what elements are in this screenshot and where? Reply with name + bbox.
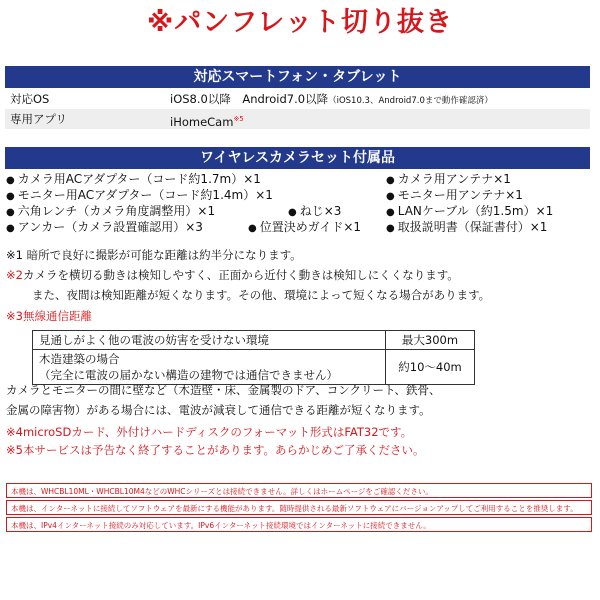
app-value	[170, 109, 244, 132]
notice-box: 本機は、WHCBL10ML・WHCBL10M4などのWHCシリーズとは接続できません。詳しくはホームページをご確認ください。	[6, 483, 592, 498]
os-versions: iOS8.0以降 Android7.0以降	[170, 92, 329, 106]
footnote-2-mark: ※2	[6, 268, 23, 282]
condition-line: （完全に電波の届かない構造の建物では通信できません）	[39, 368, 338, 382]
accessory-item: ● ねじ×3	[288, 202, 341, 222]
os-note: （iOS10.3、Android7.0まで動作確認済）	[328, 96, 493, 106]
footnote-1: ※1 暗所で良好に撮影が可能な距離は約半分になります。	[6, 248, 302, 262]
footnote-3: ※3無線通信距離	[6, 309, 92, 323]
table-cell-condition	[33, 350, 386, 385]
table-row	[33, 350, 475, 385]
app-row	[5, 109, 590, 129]
table-cell-value: 最大300m	[386, 331, 475, 350]
table-row	[33, 331, 475, 350]
page-title: ※パンフレット切り抜き	[147, 7, 453, 38]
accessory-item: ● カメラ用アンテナ×1	[386, 170, 511, 190]
table-cell-value: 約10〜40m	[386, 350, 475, 385]
distance-table	[32, 330, 475, 385]
condition-line: 木造建築の場合	[39, 352, 120, 366]
accessory-item: ● アンカー（カメラ設置確認用）×3	[6, 218, 203, 238]
os-label: 対応OS	[10, 92, 50, 106]
accessory-item: ● モニター用ACアダプター（コード約1.4m）×1	[6, 186, 273, 206]
accessory-item: ● モニター用アンテナ×1	[386, 186, 523, 206]
app-name: iHomeCam	[170, 114, 234, 129]
accessory-item: ● 取扱説明書（保証書付）×1	[386, 218, 547, 238]
notice-box: 本機は、インターネットに接続してソフトウェアを最新にする機能があります。随時提供される最新ソフトウェアにバージョンアップしてご利用することを推奨します。	[6, 500, 592, 515]
accessories-header: ワイヤレスカメラセット付属品	[5, 147, 590, 169]
footnote-2-text: カメラを横切る動きは検知しやすく、正面から近付く動きは検知しにくくなります。	[22, 268, 459, 282]
wall-paragraph-line: 金属の障害物）がある場合には、電波が減衰して通信できる距離が短くなります。	[6, 403, 431, 417]
os-value	[170, 89, 493, 111]
app-label: 専用アプリ	[10, 112, 68, 126]
footnote-2	[6, 266, 596, 284]
table-cell-condition: 見通しがよく他の電波の妨害を受けない環境	[33, 331, 386, 350]
footnote-4: ※4microSDカード、外付けハードディスクのフォーマット形式はFAT32です。	[6, 425, 413, 439]
wall-paragraph-line: カメラとモニターの間に壁など（木造壁・床、金属製のドア、コンクリート、鉄骨、	[6, 383, 441, 397]
accessory-item: ● カメラ用ACアダプター（コード約1.7m）×1	[6, 170, 261, 190]
app-footnote-mark: ※5	[233, 115, 244, 123]
accessory-item: ● 位置決めガイド×1	[248, 218, 361, 238]
footnote-5: ※5本サービスは予告なく終了することがあります。あらかじめご了承ください。	[6, 443, 425, 457]
notice-box: 本機は、IPv4インターネット接続のみ対応しています。IPv6インターネット接続環境ではインターネットに接続できません。	[6, 517, 592, 532]
accessory-item: ● 六角レンチ（カメラ角度調整用）×1	[6, 202, 215, 222]
os-row	[5, 89, 590, 109]
compat-header: 対応スマートフォン・タブレット	[5, 66, 590, 88]
footnote-2-cont: また、夜間は検知距離が短くなります。その他、環境によって短くなる場合があります。	[32, 288, 491, 302]
accessory-item: ● LANケーブル（約1.5m）×1	[386, 202, 553, 222]
